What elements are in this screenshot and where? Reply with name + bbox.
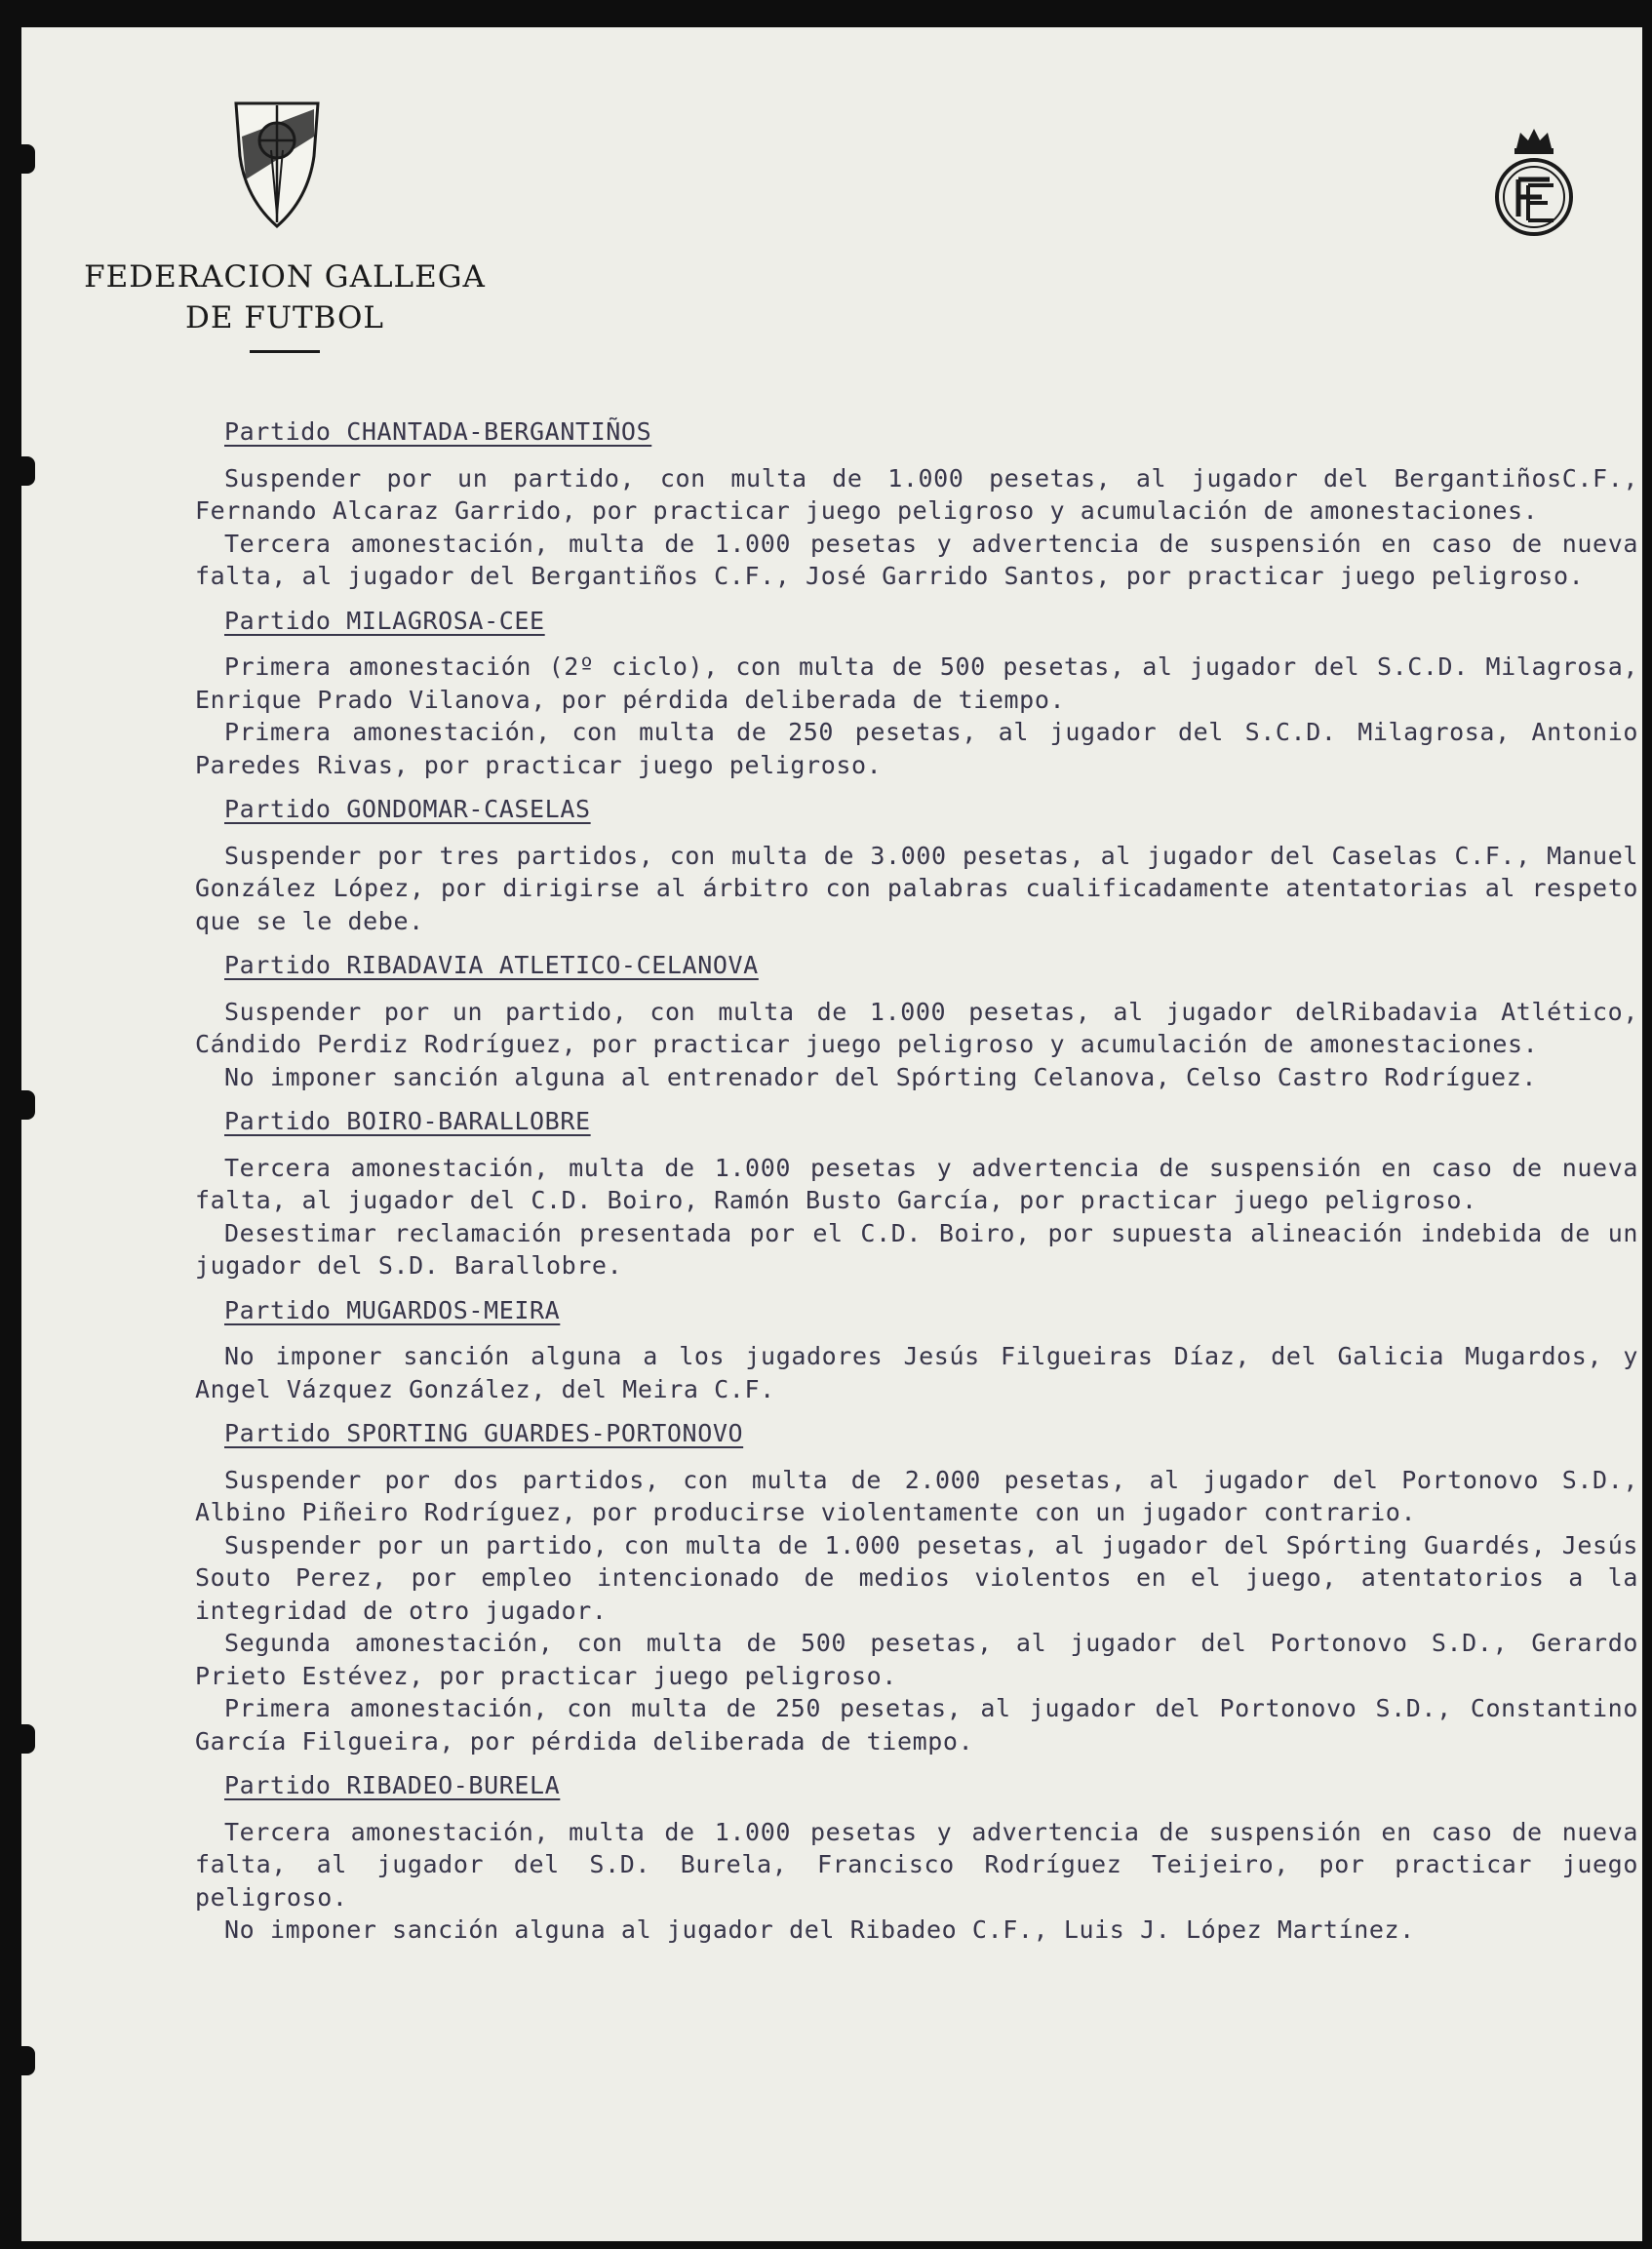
ruling-paragraph: Tercera amonestación, multa de 1.000 pesetas y advertencia de suspensión en caso de nueva falta, al jugador del Bergantiños C.F., José Garrido Santos, por practicar juego peligroso. (195, 529, 1638, 590)
ruling-paragraph: Tercera amonestación, multa de 1.000 pesetas y advertencia de suspensión en caso de nueva falta, al jugador del S.D. Burela, Francisco Rodríguez Teijeiro, por practicar juego peligroso. (195, 1817, 1638, 1912)
federation-name-line2: DE FUTBOL (184, 300, 384, 335)
federation-name (80, 256, 490, 353)
match-title: Partido CHANTADA-BERGANTIÑOS (224, 417, 652, 446)
document-body (195, 415, 1638, 1958)
section (195, 1105, 1638, 1282)
ruling-paragraph: Suspender por tres partidos, con multa de 3.000 pesetas, al jugador del Caselas C.F., Manuel González López, por dirigirse al árbitro con palabras cualificadamente atentatorias al respeto que se le debe. (195, 841, 1638, 935)
section (195, 1417, 1638, 1757)
ruling-paragraph: Suspender por un partido, con multa de 1.000 pesetas, al jugador del BergantiñosC.F., Fernando Alcaraz Garrido, por practicar juego peligroso y acumulación de amonestaciones. (195, 463, 1638, 525)
punch-hole (21, 144, 35, 174)
ruling-paragraph: No imponer sanción alguna al entrenador del Spórting Celanova, Celso Castro Rodríguez. (224, 1062, 1538, 1091)
section (195, 1769, 1638, 1947)
ruling-paragraph: Primera amonestación, con multa de 250 pesetas, al jugador del S.C.D. Milagrosa, Antonio Paredes Rivas, por practicar juego peligroso. (195, 718, 1638, 779)
punch-hole (21, 1724, 35, 1754)
match-title: Partido SPORTING GUARDES-PORTONOVO (224, 1419, 744, 1447)
punch-hole (21, 1090, 35, 1120)
match-title: Partido GONDOMAR-CASELAS (224, 795, 591, 823)
crowned-fef-emblem-icon (1489, 123, 1579, 240)
document-page (21, 27, 1642, 2241)
match-title: Partido RIBADEO-BURELA (224, 1771, 561, 1799)
match-title: Partido BOIRO-BARALLOBRE (224, 1107, 591, 1135)
section (195, 605, 1638, 782)
ruling-paragraph: Primera amonestación, con multa de 250 pesetas, al jugador del Portonovo S.D., Constantino García Filgueira, por pérdida deliberada de tiempo. (195, 1694, 1638, 1756)
section (195, 793, 1638, 937)
section (195, 415, 1638, 593)
match-title: Partido MILAGROSA-CEE (224, 606, 545, 635)
ruling-paragraph: Tercera amonestación, multa de 1.000 pesetas y advertencia de suspensión en caso de nueva falta, al jugador del C.D. Boiro, Ramón Busto García, por practicar juego peligroso. (195, 1153, 1638, 1214)
ruling-paragraph: Segunda amonestación, con multa de 500 pesetas, al jugador del Portonovo S.D., Gerardo Prieto Estévez, por practicar juego peligroso. (195, 1629, 1638, 1690)
punch-hole (21, 456, 35, 486)
punch-hole (21, 2046, 35, 2075)
section (195, 949, 1638, 1093)
ruling-paragraph: No imponer sanción alguna al jugador del Ribadeo C.F., Luis J. López Martínez. (224, 1915, 1415, 1944)
ruling-paragraph: Suspender por un partido, con multa de 1.000 pesetas, al jugador del Spórting Guardés, Jesús Souto Perez, por empleo intencionado de medios violentos en el juego, atentatorios a la integridad de otro jugador. (195, 1530, 1638, 1625)
ruling-paragraph: Suspender por un partido, con multa de 1.000 pesetas, al jugador delRibadavia Atlético, Cándido Perdiz Rodríguez, por practicar juego peligroso y acumulación de amonestaciones. (195, 997, 1638, 1058)
ruling-paragraph: Suspender por dos partidos, con multa de 2.000 pesetas, al jugador del Portonovo S.D., Albino Piñeiro Rodríguez, por producirse violentamente con un jugador contrario. (195, 1465, 1638, 1526)
federation-name-line1: FEDERACION GALLEGA (84, 259, 486, 295)
ruling-paragraph: Primera amonestación (2º ciclo), con multa de 500 pesetas, al jugador del S.C.D. Milagrosa, Enrique Prado Vilanova, por pérdida deliberada de tiempo. (195, 652, 1638, 714)
ruling-paragraph: No imponer sanción alguna a los jugadores Jesús Filgueiras Díaz, del Galicia Mugardos, y Angel Vázquez González, del Meira C.F. (195, 1342, 1638, 1403)
ruling-paragraph: Desestimar reclamación presentada por el C.D. Boiro, por supuesta alineación indebida de un jugador del S.D. Barallobre. (195, 1218, 1638, 1280)
header-rule (250, 350, 320, 353)
section (195, 1294, 1638, 1406)
federation-shield-emblem-icon (232, 98, 322, 230)
match-title: Partido RIBADAVIA ATLETICO-CELANOVA (224, 951, 759, 979)
match-title: Partido MUGARDOS-MEIRA (224, 1295, 561, 1324)
